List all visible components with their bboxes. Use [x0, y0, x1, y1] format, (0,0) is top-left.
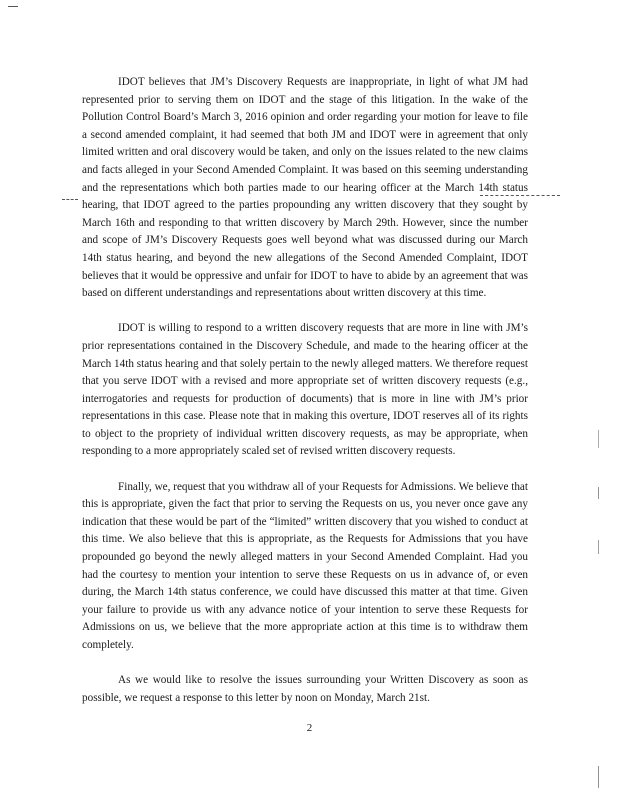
paragraph-discovery-objection: IDOT believes that JM’s Discovery Requests are inappropriate, in light of what JM had represented prior to serving them on IDOT and the stage of this litigation. In the wake of the Pollution Control Board’s March 3, 2016 opinion and order regarding your motion for leave to file a second amended complaint, it had seemed that both JM and IDOT were in agreement that only limited written and oral discovery would be taken, and only on the issues related to the new claims and facts alleged in your Second Amended Complaint. It was based on this seeming understanding and the representations which both parties made to our hearing officer at the March 14th status hearing, that IDOT agreed to the parties propounding any written discovery that they sought by March 16th and responding to that written discovery by March 29th. However, since the number and scope of JM’s Discovery Requests goes well beyond what was discussed during our March 14th status hearing, and beyond the new allegations of the Second Amended Complaint, IDOT believes that it would be oppressive and unfair for IDOT to have to abide by an agreement that was based on different understandings and representations about written discovery at this time.	[82, 76, 528, 300]
paragraph-response-request: As we would like to resolve the issues surrounding your Written Discovery as soon as possible, we request a response to this letter by noon on Monday, March 21st.	[82, 674, 528, 704]
paragraph-willing-to-respond: IDOT is willing to respond to a written discovery requests that are more in line with JM’s prior representations contained in the Discovery Schedule, and made to the hearing officer at the March 14th status hearing and that solely pertain to the newly alleged matters. We therefore request that you serve IDOT with a revised and more appropriate set of written discovery requests (e.g., interrogatories and requests for production of documents) that is more in line with JM’s prior representations in this case. Please note that in making this overture, IDOT reserves all of its rights to object to the propriety of individual written discovery requests, as may be appropriate, when responding to a more appropriately scaled set of revised written discovery requests.	[82, 322, 528, 458]
letter-body	[82, 74, 528, 725]
scan-artifact-edge	[598, 540, 599, 554]
scan-artifact-edge	[598, 487, 599, 499]
scan-artifact-edge	[598, 430, 599, 448]
page-number: 2	[306, 722, 313, 734]
scan-artifact-dash-left	[62, 199, 78, 200]
scan-corner-mark	[8, 6, 18, 7]
scan-artifact-edge	[598, 766, 599, 788]
paragraph-withdraw-admissions: Finally, we, request that you withdraw all of your Requests for Admissions. We believe that this is appropriate, given the fact that prior to serving the Requests on us, you never once gave any indication that these would be part of the “limited” written discovery that you wished to conduct at this time. We also believe that this is appropriate, as the Requests for Admissions that you have propounded go beyond the newly alleged matters in your Second Amended Complaint. Had you had the courtesy to mention your intention to serve these Requests on us in advance of, or even during, the March 14th status conference, we could have discussed this matter at that time. Given your failure to provide us with any advance notice of your intention to serve these Requests for Admissions on us, we believe that the more appropriate action at this time is to withdraw them completely.	[82, 480, 528, 651]
